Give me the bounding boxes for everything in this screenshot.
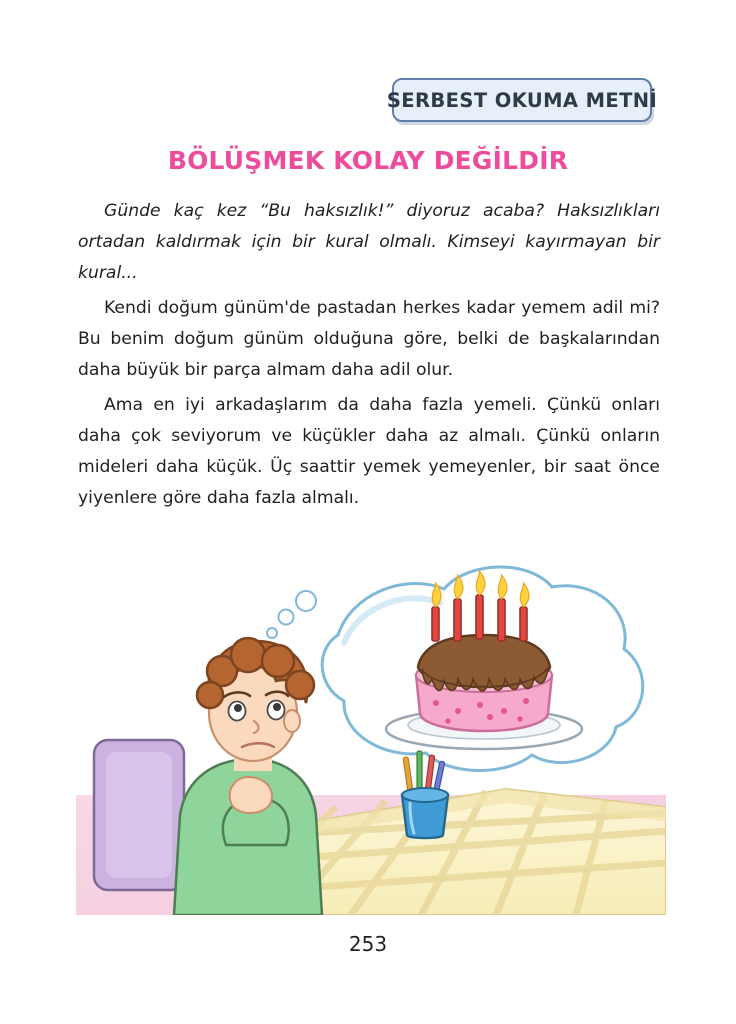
illustration — [76, 545, 666, 915]
boy — [174, 638, 322, 915]
badge-box — [386, 78, 658, 122]
page-title: BÖLÜŞMEK KOLAY DEĞİLDİR — [167, 146, 569, 175]
chair — [94, 740, 184, 890]
paragraph-3 — [78, 390, 660, 514]
article-body — [78, 196, 660, 518]
paragraph-3-text: Ama en iyi arkadaşlarım da daha fazla yemeli. Çünkü onları daha çok seviyorum ve küçükler daha az almalı. Çünkü onların mideleri daha küçük. Üç saattir yemek yemeyenler, bir saat önce yiyenlere göre daha fazla almalı. — [78, 395, 660, 508]
paragraph-1 — [78, 196, 660, 289]
serbest-okuma-metni-badge — [386, 78, 658, 122]
badge-label: SERBEST OKUMA METNİ — [386, 88, 658, 112]
paragraph-2 — [78, 293, 660, 386]
thought-bubble-dots — [267, 591, 316, 638]
page-number: 253 — [348, 932, 388, 956]
pencil-cup — [402, 751, 448, 838]
paragraph-2-text: Kendi doğum günüm'de pastadan herkes kadar yemem adil mi? Bu benim doğum günüm olduğuna göre, belki de başkalarından daha büyük bir parça almam daha adil olur. — [78, 298, 660, 380]
paragraph-1-text: Günde kaç kez “Bu haksızlık!” diyoruz acaba? Haksızlıkları ortadan kaldırmak için bir kural olmalı. Kimseyi kayırmayan bir kural... — [78, 201, 660, 283]
